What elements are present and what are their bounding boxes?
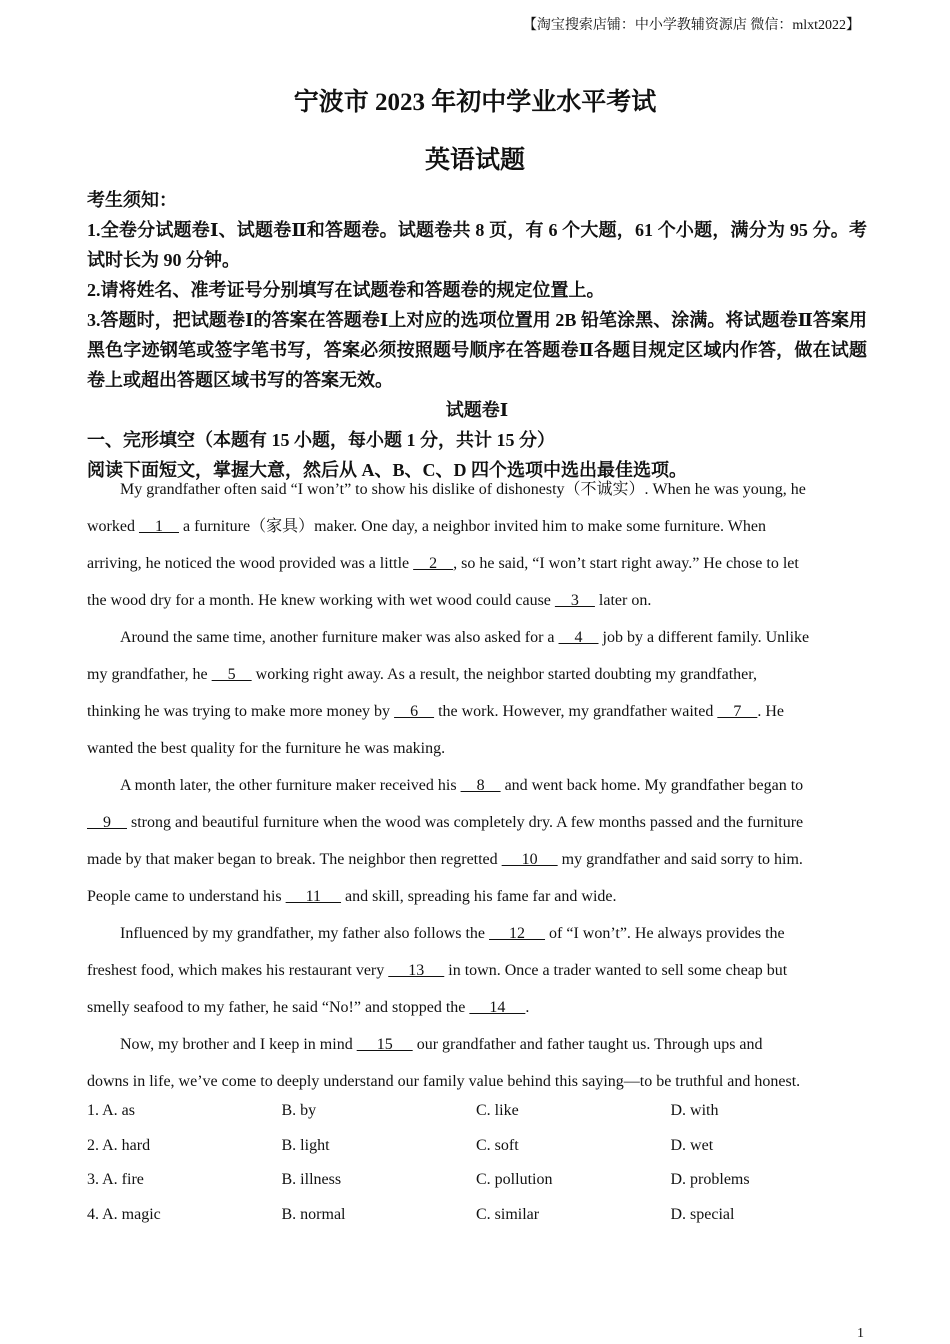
blank-10: 10 [501,851,558,868]
blank-6: 6 [394,703,435,720]
blank-13: 13 [388,962,445,979]
passage-line: A month later, the other furniture maker received his 8 and went back home. My grandfather began to [120,777,804,794]
passage-line: made by that maker began to break. The neighbor then regretted 10 my grandfather and said sorry to him. [87,851,803,868]
passage-line: 9 strong and beautiful furniture when the wood was completely dry. A few months passed and the furniture [87,814,804,831]
passage-line: Influenced by my grandfather, my father also follows the 12 of “I won’t”. He always provides the [120,925,785,942]
paragraph-4 [87,920,872,1031]
blank-9: 9 [87,814,127,831]
option-b: B. light [281,1136,330,1154]
blank-11: 11 [285,888,342,905]
passage-line: Now, my brother and I keep in mind 15 our grandfather and father taught us. Through ups and [120,1036,763,1053]
blank-14: 14 [469,999,526,1016]
passage-line: worked 1 a furniture（家具）maker. One day, a neighbor invited him to make some furniture. When [87,518,766,535]
instruction-item-2: 2.请将姓名、准考证号分别填写在试题卷和答题卷的规定位置上。 [87,280,605,300]
option-c: C. like [476,1102,519,1119]
instruction-item-3: 3.答题时，把试题卷Ⅰ的答案在答题卷Ⅰ上对应的选项位置用 2B 铅笔涂黑、涂满。将试题卷Ⅱ答案用黑色字迹钢笔或签字笔书写，答案必须按照题号顺序在答题卷Ⅱ各题目规定区域内作答，做在试题卷上或超出答题区域书写的答案无效。 [87,310,867,390]
passage-line: my grandfather, he 5 working right away. As a result, the neighbor started doubting my grandfather, [87,666,757,683]
option-row-1 [87,1098,887,1133]
passage-line: the wood dry for a month. He knew working with wet wood could cause 3 later on. [87,592,652,609]
option-d: D. problems [670,1171,750,1188]
option-c: C. soft [476,1136,519,1154]
page-number: 1 [857,1326,864,1341]
option-c: C. similar [476,1205,540,1223]
blank-2: 2 [413,555,454,572]
answer-options [87,1098,887,1236]
passage-line: smelly seafood to my father, he said “No!” and stopped the 14 . [87,999,530,1016]
passage-line: freshest food, which makes his restaurant very 13 in town. Once a trader wanted to sell some cheap but [87,962,788,979]
blank-3: 3 [554,592,595,609]
paragraph-2 [87,624,872,772]
option-row-2 [87,1133,887,1168]
option-a: 2. A. hard [87,1136,151,1154]
option-d: D. special [670,1205,735,1223]
subject-title: 英语试题 [424,147,525,174]
header-note: 【淘宝搜索店铺：中小学教辅资源店 微信：mlxt2022】 [522,18,860,33]
option-a: 4. A. magic [87,1205,161,1223]
option-c: C. pollution [476,1171,553,1188]
blank-1: 1 [138,518,179,535]
blank-8: 8 [460,777,501,794]
passage-line: wanted the best quality for the furniture he was making. [87,740,446,757]
passage-line: People came to understand his 11 and skill, spreading his fame far and wide. [87,888,617,905]
passage-line: downs in life, we’ve come to deeply understand our family value behind this saying—to be truthful and honest. [87,1073,801,1090]
passage-line: arriving, he noticed the wood provided was a little 2 , so he said, “I won’t start right away.” He chose to let [87,555,799,572]
instructions-heading: 考生须知： [87,190,177,210]
option-row-3 [87,1167,887,1202]
section-title: 一、完形填空（本题有 15 小题，每小题 1 分，共计 15 分） [87,430,555,450]
instructions [87,185,867,485]
option-b: B. by [281,1102,317,1119]
blank-7: 7 [717,703,758,720]
passage-line: thinking he was trying to make more money by 6 the work. However, my grandfather waited 7 . He [87,703,784,720]
section-directions: 阅读下面短文，掌握大意，然后从 A、B、C、D 四个选项中选出最佳选项。 [87,460,687,480]
option-a: 1. A. as [87,1102,135,1119]
blank-4: 4 [558,629,599,646]
cloze-passage [87,476,872,1105]
paragraph-3 [87,772,872,920]
option-a: 3. A. fire [87,1171,144,1188]
paragraph-1 [87,476,872,624]
option-b: B. normal [281,1205,346,1223]
exam-title: 宁波市 2023 年初中学业水平考试 [293,89,657,116]
option-row-4 [87,1202,887,1237]
paragraph-5 [87,1031,872,1105]
option-d: D. with [670,1102,719,1119]
instruction-item-1: 1.全卷分试题卷Ⅰ、试题卷Ⅱ和答题卷。试题卷共 8 页，有 6 个大题，61 个小题，满分为 95 分。考试时长为 90 分钟。 [87,220,867,270]
blank-5: 5 [211,666,252,683]
passage-line: My grandfather often said “I won’t” to show his dislike of dishonesty（不诚实）. When he was young, he [120,481,806,498]
blank-15: 15 [356,1036,413,1053]
passage-line: Around the same time, another furniture maker was also asked for a 4 job by a different family. Unlike [120,629,810,646]
option-d: D. wet [670,1136,714,1154]
paper-label: 试题卷Ⅰ [445,400,509,420]
option-b: B. illness [281,1171,342,1188]
blank-12: 12 [489,925,546,942]
